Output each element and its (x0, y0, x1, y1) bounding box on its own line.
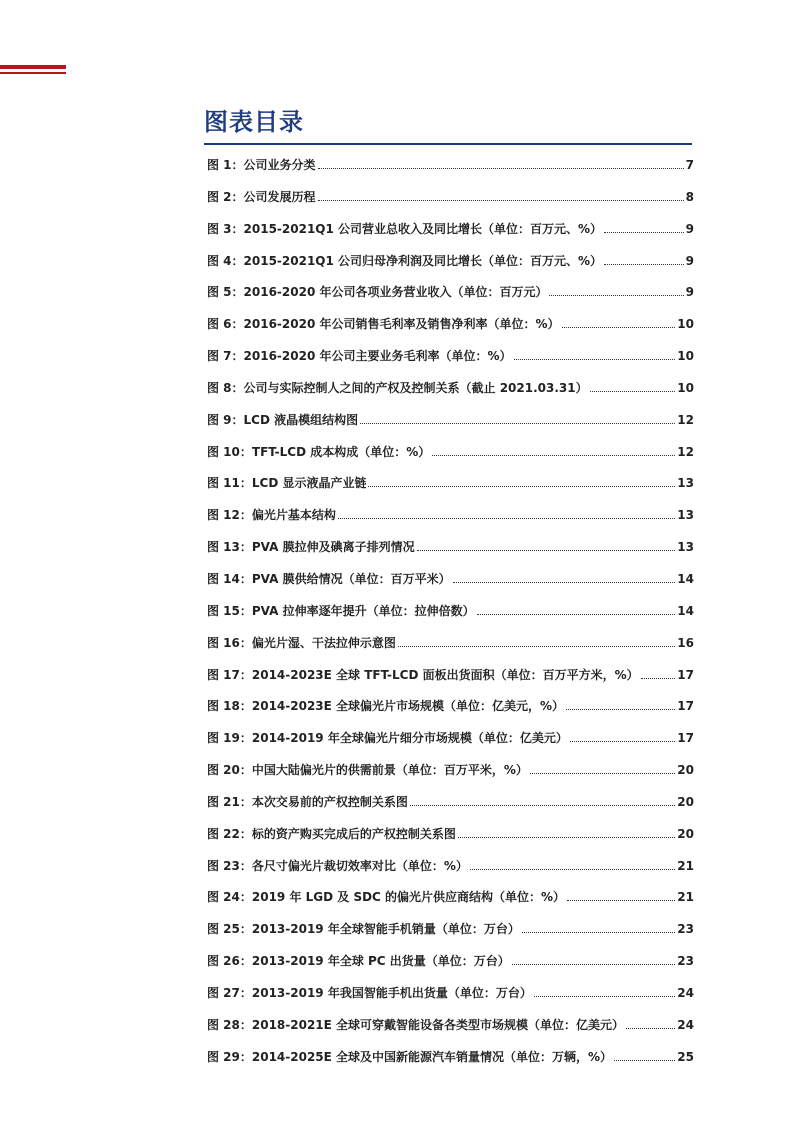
toc-entry-title: 图 14：PVA 膜供给情况（单位：百万平米） (207, 571, 451, 586)
toc-entry-page: 9 (685, 221, 694, 236)
toc-entry-title: 图 11：LCD 显示液晶产业链 (207, 476, 367, 491)
toc-entry[interactable] (207, 851, 694, 883)
toc-entry-page: 21 (677, 858, 694, 873)
toc-entry-page: 21 (677, 890, 694, 905)
toc-entry-page: 14 (677, 603, 694, 618)
toc-entry-page: 24 (677, 985, 694, 1000)
toc-entry[interactable] (207, 660, 694, 692)
toc-entry[interactable] (207, 564, 694, 596)
toc-entry-title: 图 15：PVA 拉伸率逐年提升（单位：拉伸倍数） (207, 603, 475, 618)
toc-entry-title: 图 4：2015-2021Q1 公司归母净利润及同比增长（单位：百万元、%） (207, 253, 603, 268)
toc-entry-page: 14 (677, 571, 694, 586)
toc-entry-title: 图 13：PVA 膜拉伸及碘离子排列情况 (207, 540, 415, 555)
toc-leader-dots (549, 294, 683, 296)
toc-entry[interactable] (207, 1010, 694, 1042)
title-underline (204, 143, 692, 145)
toc-entry-title: 图 12：偏光片基本结构 (207, 508, 336, 523)
toc-leader-dots (562, 326, 676, 328)
toc-leader-dots (514, 358, 676, 360)
toc-leader-dots (368, 485, 675, 487)
toc-entry-title: 图 22：标的资产购买完成后的产权控制关系图 (207, 826, 456, 841)
toc-entry-page: 12 (677, 412, 694, 427)
toc-entry[interactable] (207, 691, 694, 723)
toc-leader-dots (417, 549, 676, 551)
toc-entry[interactable] (207, 405, 694, 437)
toc-entry[interactable] (207, 214, 694, 246)
toc-entry-title: 图 24：2019 年 LGD 及 SDC 的偏光片供应商结构（单位：%） (207, 890, 566, 905)
toc-entry-page: 9 (685, 285, 694, 300)
toc-entry[interactable] (207, 246, 694, 278)
toc-entry-page: 10 (677, 349, 694, 364)
toc-entry-title: 图 23：各尺寸偏光片裁切效率对比（单位：%） (207, 858, 468, 873)
toc-entry-title: 图 10：TFT-LCD 成本构成（单位：%） (207, 444, 431, 459)
toc-entry-title: 图 20：中国大陆偏光片的供需前景（单位：百万平米，%） (207, 763, 528, 778)
toc-entry[interactable] (207, 341, 694, 373)
toc-leader-dots (338, 517, 675, 519)
toc-entry-title: 图 7：2016-2020 年公司主要业务毛利率（单位：%） (207, 349, 512, 364)
toc-leader-dots (522, 931, 675, 933)
toc-leader-dots (318, 199, 684, 201)
page-title: 图表目录 (204, 108, 304, 136)
toc-entry-page: 9 (685, 253, 694, 268)
toc-entry[interactable] (207, 755, 694, 787)
header-accent-bar (0, 65, 66, 69)
toc-entry-title: 图 3：2015-2021Q1 公司营业总收入及同比增长（单位：百万元、%） (207, 221, 603, 236)
toc-entry-title: 图 8：公司与实际控制人之间的产权及控制关系（截止 2021.03.31） (207, 380, 588, 395)
toc-entry-title: 图 27：2013-2019 年我国智能手机出货量（单位：万台） (207, 985, 532, 1000)
toc-leader-dots (432, 454, 675, 456)
toc-entry-page: 23 (677, 922, 694, 937)
toc-entry[interactable] (207, 500, 694, 532)
toc-entry-title: 图 25：2013-2019 年全球智能手机销量（单位：万台） (207, 922, 520, 937)
toc-leader-dots (570, 740, 675, 742)
toc-entry-page: 20 (677, 794, 694, 809)
toc-entry-page: 17 (677, 699, 694, 714)
toc-leader-dots (567, 899, 675, 901)
toc-entry-page: 7 (685, 158, 694, 172)
toc-entry[interactable] (207, 437, 694, 469)
toc-leader-dots (458, 836, 675, 838)
toc-entry-title: 图 29：2014-2025E 全球及中国新能源汽车销量情况（单位：万辆，%） (207, 1049, 613, 1064)
toc-leader-dots (534, 995, 675, 997)
toc-entry-page: 17 (677, 731, 694, 746)
toc-entry-title: 图 17：2014-2023E 全球 TFT-LCD 面板出货面积（单位：百万平方米，%） (207, 667, 639, 682)
toc-entry[interactable] (207, 628, 694, 660)
toc-entry[interactable] (207, 914, 694, 946)
toc-entry-title: 图 26：2013-2019 年全球 PC 出货量（单位：万台） (207, 954, 510, 969)
toc-leader-dots (398, 645, 675, 647)
toc-entry-page: 8 (685, 189, 694, 204)
toc-entry-page: 24 (677, 1017, 694, 1032)
toc-leader-dots (604, 263, 684, 265)
toc-entry-title: 图 28：2018-2021E 全球可穿戴智能设备各类型市场规模（单位：亿美元） (207, 1017, 625, 1032)
toc-entry-title: 图 19：2014-2019 年全球偏光片细分市场规模（单位：亿美元） (207, 731, 568, 746)
toc-entry-page: 23 (677, 954, 694, 969)
figure-toc-list (207, 150, 694, 1073)
toc-entry-page: 20 (677, 826, 694, 841)
toc-entry[interactable] (207, 532, 694, 564)
toc-entry[interactable] (207, 1042, 694, 1074)
toc-entry-page: 10 (677, 380, 694, 395)
toc-entry-page: 17 (677, 667, 694, 682)
toc-entry[interactable] (207, 150, 694, 182)
toc-leader-dots (318, 167, 684, 169)
toc-leader-dots (512, 963, 676, 965)
toc-entry[interactable] (207, 309, 694, 341)
toc-leader-dots (626, 1027, 675, 1029)
toc-entry[interactable] (207, 468, 694, 500)
toc-leader-dots (566, 708, 675, 710)
toc-entry-page: 13 (677, 476, 694, 491)
toc-entry[interactable] (207, 277, 694, 309)
toc-leader-dots (641, 677, 676, 679)
toc-entry[interactable] (207, 946, 694, 978)
toc-entry-page: 25 (677, 1049, 694, 1064)
toc-leader-dots (590, 390, 676, 392)
toc-entry-title: 图 5：2016-2020 年公司各项业务营业收入（单位：百万元） (207, 285, 548, 300)
toc-entry-page: 10 (677, 317, 694, 332)
toc-leader-dots (477, 613, 676, 615)
toc-entry[interactable] (207, 596, 694, 628)
toc-entry-title: 图 2：公司发展历程 (207, 189, 316, 204)
toc-entry[interactable] (207, 882, 694, 914)
toc-entry-title: 图 16：偏光片湿、干法拉伸示意图 (207, 635, 396, 650)
toc-entry-page: 13 (677, 508, 694, 523)
toc-entry-title: 图 9：LCD 液晶模组结构图 (207, 412, 359, 427)
toc-entry[interactable] (207, 978, 694, 1010)
toc-leader-dots (410, 804, 675, 806)
toc-entry-page: 20 (677, 763, 694, 778)
toc-leader-dots (614, 1059, 675, 1061)
toc-entry-page: 12 (677, 444, 694, 459)
toc-entry-page: 16 (677, 635, 694, 650)
toc-entry[interactable] (207, 373, 694, 405)
toc-entry-title: 图 21：本次交易前的产权控制关系图 (207, 794, 408, 809)
toc-entry[interactable] (207, 182, 694, 214)
toc-entry-title: 图 1：公司业务分类 (207, 158, 316, 172)
toc-entry-page: 13 (677, 540, 694, 555)
toc-entry[interactable] (207, 787, 694, 819)
toc-leader-dots (470, 868, 675, 870)
header-accent-bar-thin (0, 72, 66, 74)
toc-leader-dots (530, 772, 675, 774)
toc-leader-dots (360, 422, 675, 424)
toc-entry[interactable] (207, 819, 694, 851)
toc-entry-title: 图 6：2016-2020 年公司销售毛利率及销售净利率（单位：%） (207, 317, 560, 332)
toc-entry-title: 图 18：2014-2023E 全球偏光片市场规模（单位：亿美元，%） (207, 699, 565, 714)
toc-entry[interactable] (207, 723, 694, 755)
toc-leader-dots (453, 581, 676, 583)
toc-leader-dots (604, 231, 684, 233)
